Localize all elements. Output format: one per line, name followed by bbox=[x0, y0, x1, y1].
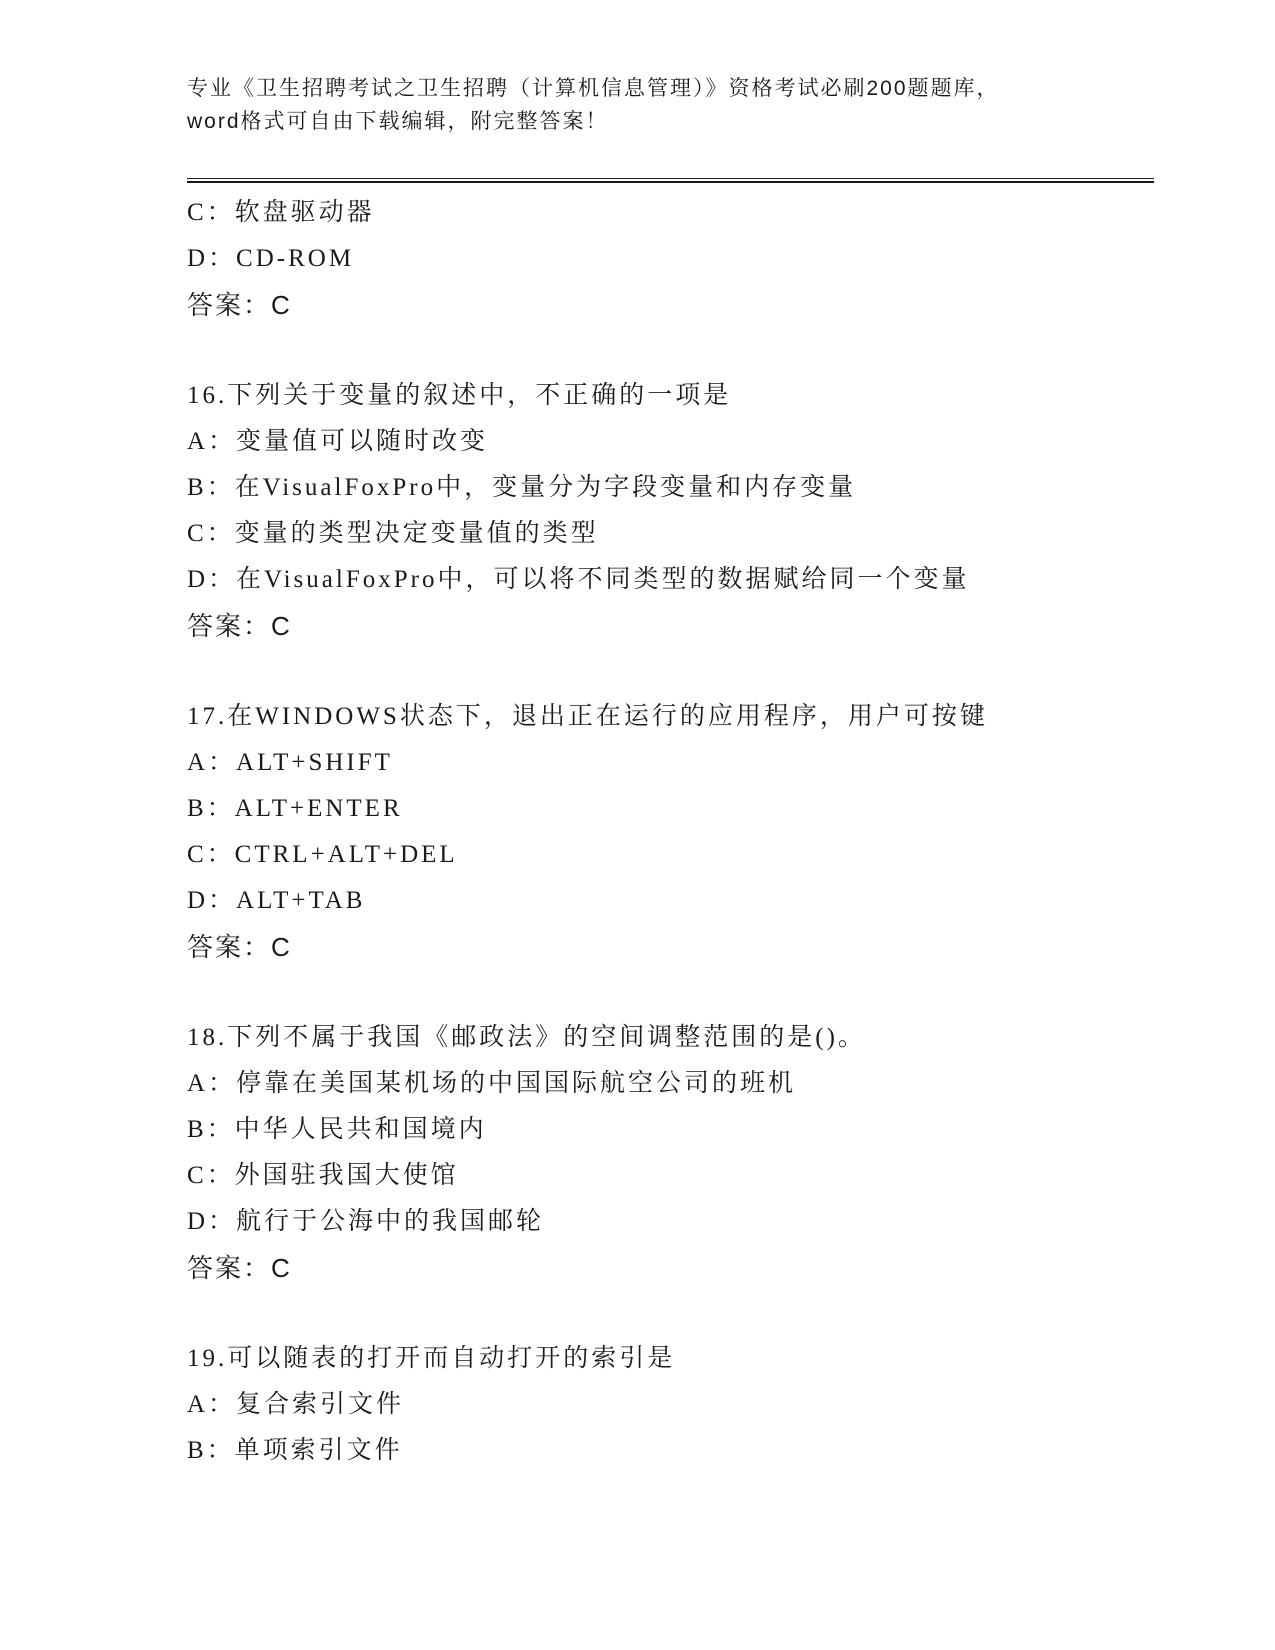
question-stem: 19.可以随表的打开而自动打开的索引是 bbox=[187, 1345, 676, 1372]
answer-line: 答案：C bbox=[187, 611, 292, 641]
question-list bbox=[187, 190, 1147, 1474]
question-16 bbox=[187, 373, 1147, 649]
question-stem: 18.下列不属于我国《邮政法》的空间调整范围的是()。 bbox=[187, 1024, 866, 1051]
question-stem: 17.在WINDOWS状态下，退出正在运行的应用程序，用户可按键 bbox=[187, 703, 988, 730]
option-b: B：单项索引文件 bbox=[187, 1437, 403, 1464]
question-stem: 16.下列关于变量的叙述中，不正确的一项是 bbox=[187, 382, 732, 409]
option-a: A：ALT+SHIFT bbox=[187, 749, 393, 776]
question-17 bbox=[187, 694, 1147, 970]
option-c: C：软盘驱动器 bbox=[187, 199, 375, 226]
option-a: A：停靠在美国某机场的中国国际航空公司的班机 bbox=[187, 1070, 797, 1097]
option-c: C：变量的类型决定变量值的类型 bbox=[187, 520, 599, 547]
header-line-1: 专业《卫生招聘考试之卫生招聘（计算机信息管理）》资格考试必刷200题题库， bbox=[187, 77, 1000, 100]
question-18 bbox=[187, 1015, 1147, 1291]
answer-line: 答案：C bbox=[187, 932, 292, 962]
option-d: D：CD-ROM bbox=[187, 245, 355, 272]
previous-question-tail bbox=[187, 190, 1147, 328]
option-a: A：复合索引文件 bbox=[187, 1391, 405, 1418]
option-a: A：变量值可以随时改变 bbox=[187, 428, 489, 455]
option-c: C：外国驻我国大使馆 bbox=[187, 1162, 459, 1189]
option-c: C：CTRL+ALT+DEL bbox=[187, 841, 458, 868]
option-d: D：在VisualFoxPro中，可以将不同类型的数据赋给同一个变量 bbox=[187, 566, 970, 593]
option-b: B：中华人民共和国境内 bbox=[187, 1116, 487, 1143]
option-d: D：ALT+TAB bbox=[187, 887, 366, 914]
option-d: D：航行于公海中的我国邮轮 bbox=[187, 1208, 545, 1235]
option-b: B：ALT+ENTER bbox=[187, 795, 403, 822]
answer-line: 答案：C bbox=[187, 1253, 292, 1283]
document-header bbox=[187, 72, 1067, 138]
question-19 bbox=[187, 1336, 1147, 1474]
header-line-2: word格式可自由下载编辑，附完整答案！ bbox=[187, 110, 609, 133]
header-divider bbox=[187, 178, 1154, 183]
answer-line: 答案：C bbox=[187, 290, 292, 320]
option-b: B：在VisualFoxPro中，变量分为字段变量和内存变量 bbox=[187, 474, 857, 501]
